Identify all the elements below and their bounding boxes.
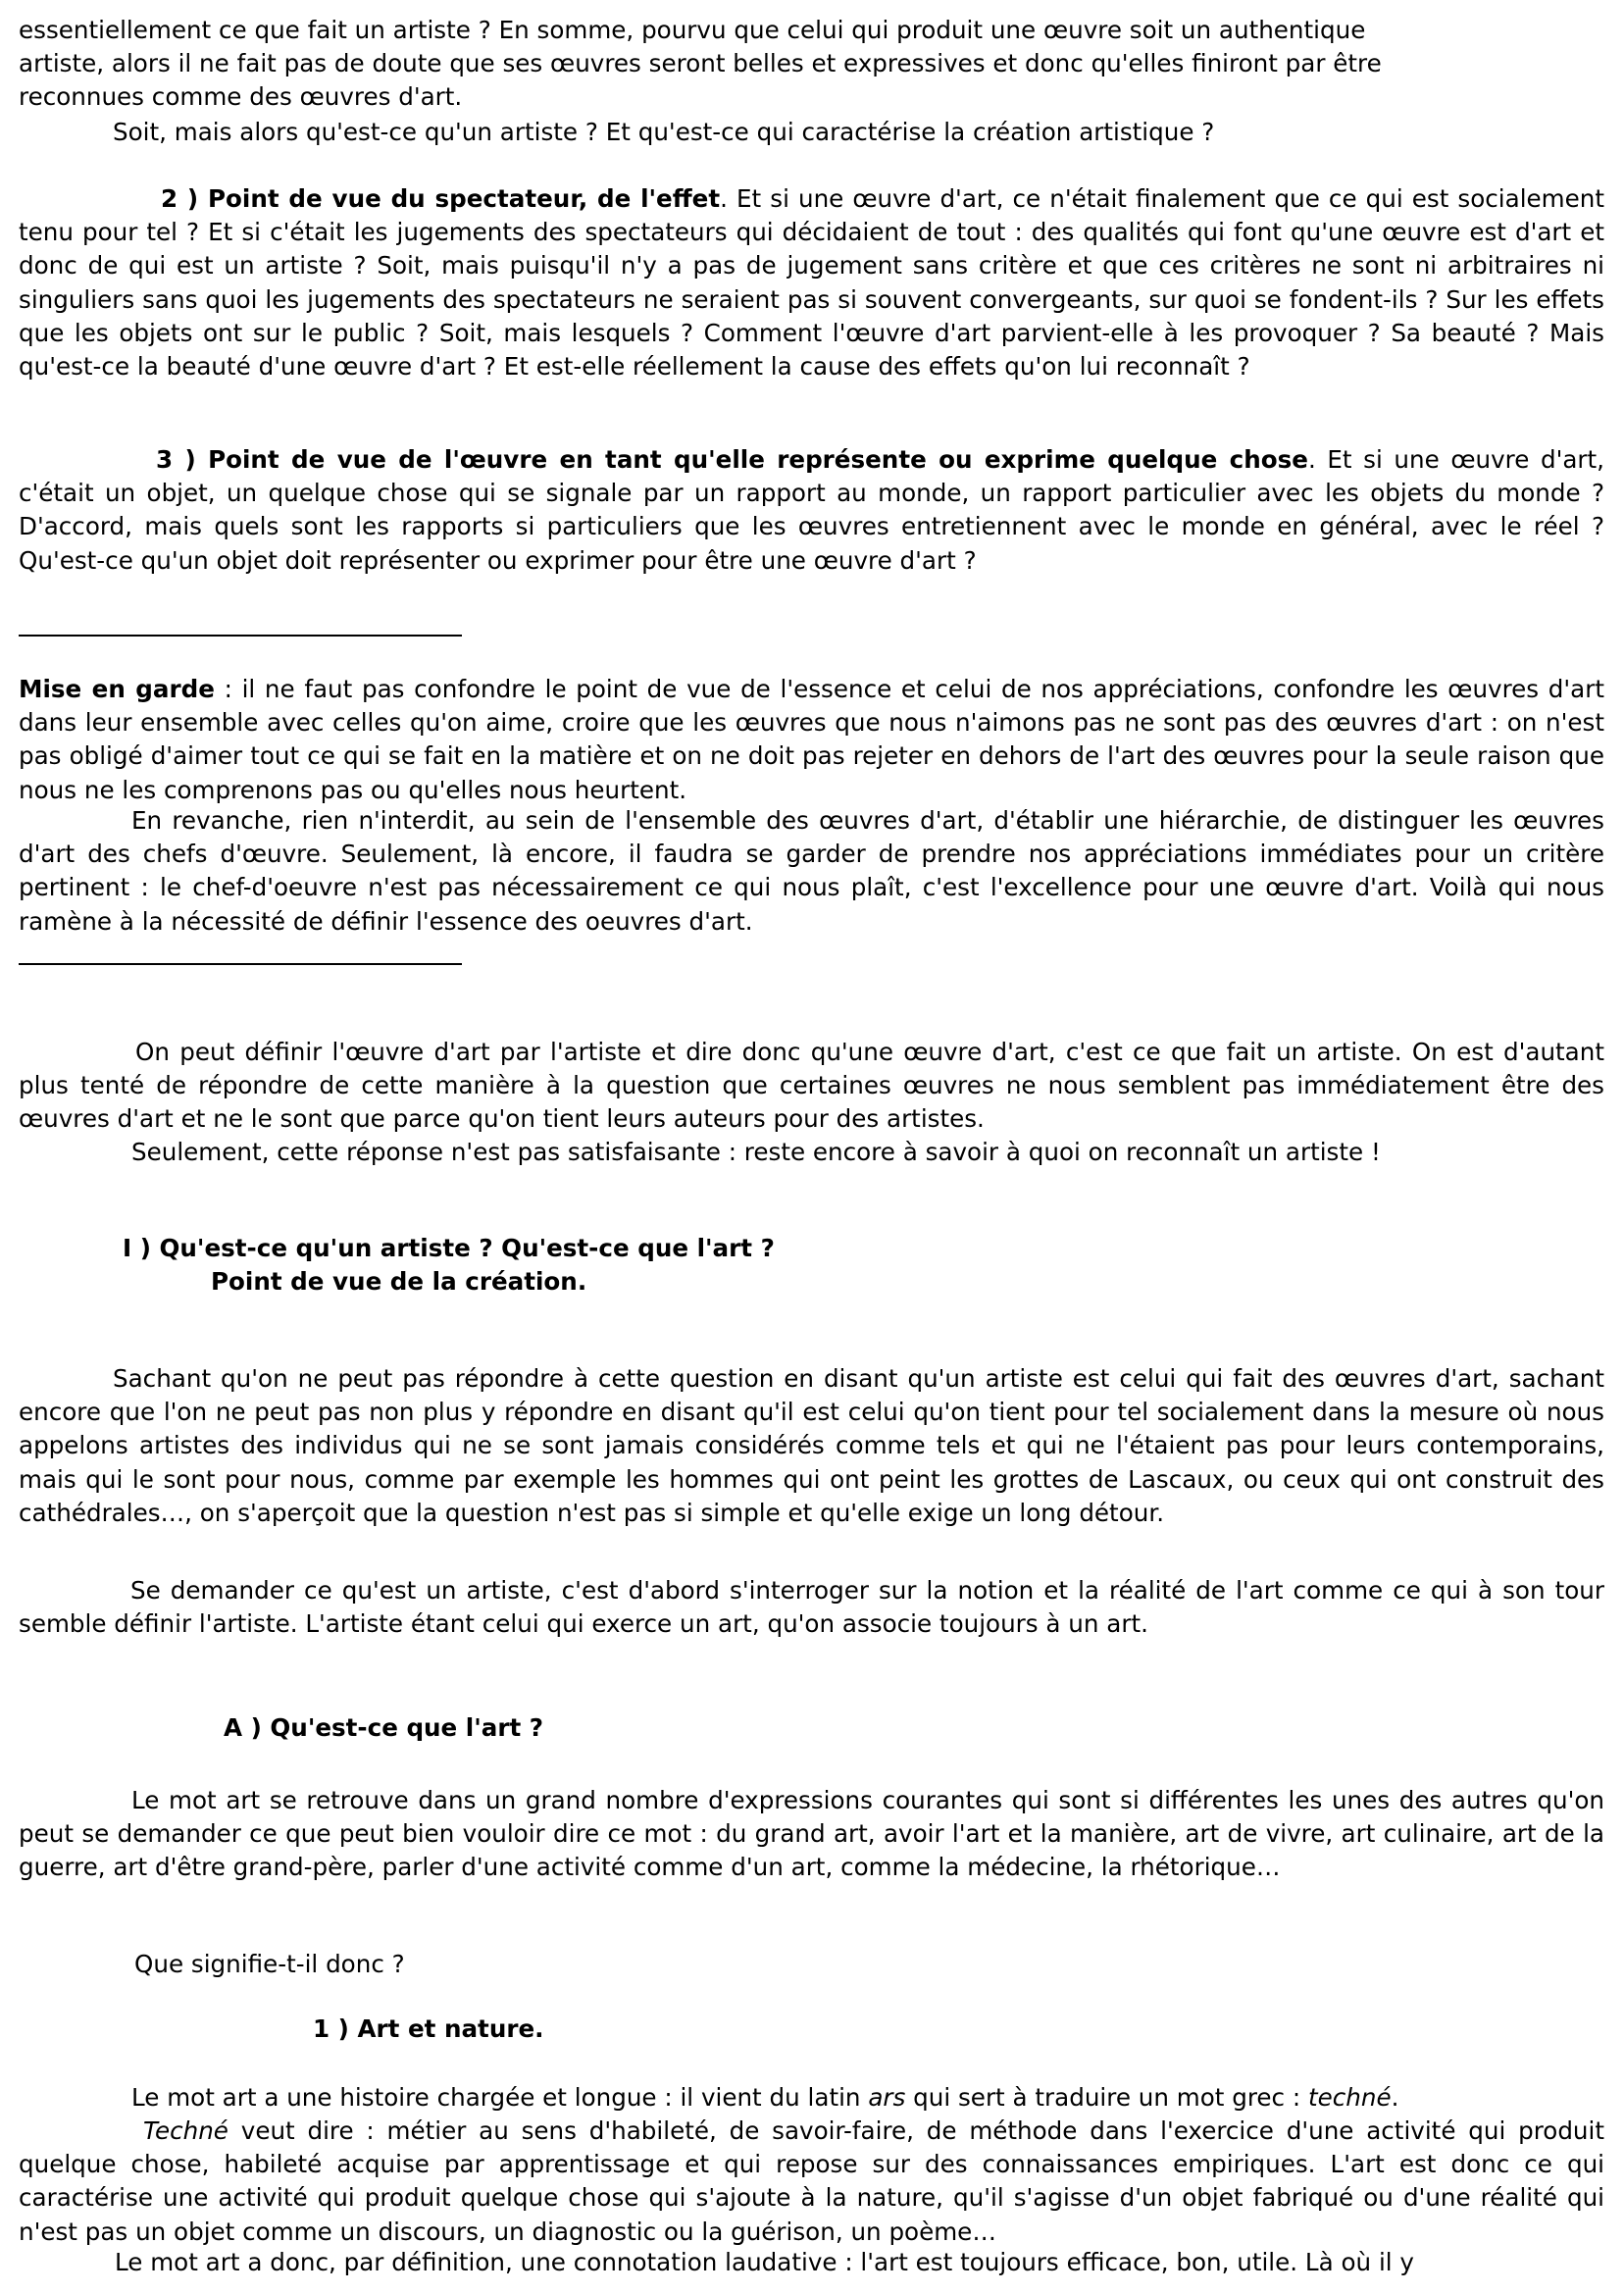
paragraph-line: artiste, alors il ne fait pas de doute que ses œuvres seront belles et expressives et donc qu'elles finiront par être xyxy=(19,49,1382,77)
paragraph: Le mot art se retrouve dans un grand nombre d'expressions courantes qui sont si différentes les unes des autres qu'on peut se demander ce que peut bien vouloir dire ce mot : du grand art, avoir l'art et la manière, art de vivre, art culinaire, art de la guerre, art d'être grand-père, parler d'une activité comme d'un art, comme la médecine, la rhétorique… xyxy=(19,1786,1604,1882)
paragraph: On peut définir l'œuvre d'art par l'artiste et dire donc qu'une œuvre d'art, c'est ce que fait un artiste. On est d'autant plus tenté de répondre de cette manière à la question que certaines œuvres ne nous semblent pas immédiatement être des œuvres d'art et ne le sont que parce qu'on tient leurs auteurs pour des artistes. xyxy=(19,1038,1604,1134)
paragraph: Que signifie-t-il donc ? xyxy=(134,1950,405,1978)
paragraph-warning: Mise en garde : il ne faut pas confondre le point de vue de l'essence et celui de nos appréciations, confondre les œuvres d'art dans leur ensemble avec celles qu'on aime, croire que les œuvres que nous n'aimons pas ne sont pas des œuvres d'art : on n'est pas obligé d'aimer tout ce qui se fait en la matière et on ne doit pas rejeter en dehors de l'art des œuvres pour la seule raison que nous ne les comprenons pas ou qu'elles nous heurtent. xyxy=(19,675,1604,804)
paragraph-line: essentiellement ce que fait un artiste ? En somme, pourvu que celui qui produit une œuvre soit un authentique xyxy=(19,16,1366,44)
paragraph-line: Le mot art a donc, par définition, une connotation laudative : l'art est toujours efficace, bon, utile. Là où il y xyxy=(115,2248,1414,2276)
paragraph: Techné veut dire : métier au sens d'habileté, de savoir-faire, de méthode dans l'exercice d'une activité qui produit quelque chose, habileté acquise par apprentissage et qui repose sur des connaissances empiriques. L'art est donc ce qui caractérise une activité qui produit quelque chose qui s'ajoute à la nature, qu'il s'agisse d'un objet fabriqué ou d'une réalité qui n'est pas un objet comme un discours, un diagnostic ou la guérison, un poème… xyxy=(19,2116,1604,2246)
paragraph: Soit, mais alors qu'est-ce qu'un artiste ? Et qu'est-ce qui caractérise la création artistique ? xyxy=(113,118,1215,146)
warning-label: Mise en garde xyxy=(19,675,215,703)
paragraph-line: reconnues comme des œuvres d'art. xyxy=(19,82,463,111)
section-heading-A: A ) Qu'est-ce que l'art ? xyxy=(224,1713,544,1742)
section-subheading: Point de vue de la création. xyxy=(211,1267,587,1296)
paragraph-work-viewpoint: 3 ) Point de vue de l'œuvre en tant qu'elle représente ou exprime quelque chose. Et si une œuvre d'art, c'était un objet, un quelque chose qui se signale par un rapport au monde, un rapport particulier avec les objets du monde ? D'accord, mais quels sont les rapports si particuliers que les œuvres entretiennent avec le monde en général, avec le réel ? Qu'est-ce qu'un objet doit représenter ou exprimer pour être une œuvre d'art ? xyxy=(19,445,1604,575)
paragraph: Se demander ce qu'est un artiste, c'est d'abord s'interroger sur la notion et la réalité de l'art comme ce qui à son tour semble définir l'artiste. L'artiste étant celui qui exerce un art, qu'on associe toujours à un art. xyxy=(19,1576,1604,1639)
paragraph-spectator-viewpoint: 2 ) Point de vue du spectateur, de l'effet. Et si une œuvre d'art, ce n'était finalement que ce qui est socialement tenu pour tel ? Et si c'était les jugements des spectateurs qui décidaient de tout : des qualités qui font qu'une œuvre est d'art et donc de qui est un artiste ? Soit, mais puisqu'il n'y a pas de jugement sans critère et que ces critères ne sont ni arbitraires ni singuliers sans quoi les jugements des spectateurs ne seraient pas si souvent convergeants, sur quoi se fondent-ils ? Sur les effets que les objets ont sur le public ? Soit, mais lesquels ? Comment l'œuvre d'art parvient-elle à les provoquer ? Sa beauté ? Mais qu'est-ce la beauté d'une œuvre d'art ? Et est-elle réellement la cause des effets qu'on lui reconnaît ? xyxy=(19,184,1604,382)
section-heading: 2 ) Point de vue du spectateur, de l'effet xyxy=(161,184,721,213)
paragraph: Sachant qu'on ne peut pas répondre à cette question en disant qu'un artiste est celui qui fait des œuvres d'art, sachant encore que l'on ne peut pas non plus y répondre en disant qu'il est celui qu'on tient pour tel socialement dans la mesure où nous appelons artistes des individus qui ne se sont jamais considérés comme tels et qui ne l'étaient pas pour leurs contemporains, mais qui le sont pour nous, comme par exemple les hommes qui ont peint les grottes de Lascaux, ou ceux qui ont construit des cathédrales…, on s'aperçoit que la question n'est pas si simple et qu'elle exige un long détour. xyxy=(19,1364,1604,1527)
section-heading-I: I ) Qu'est-ce qu'un artiste ? Qu'est-ce que l'art ? xyxy=(123,1234,775,1262)
paragraph: En revanche, rien n'interdit, au sein de l'ensemble des œuvres d'art, d'établir une hiérarchie, de distinguer les œuvres d'art des chefs d'œuvre. Seulement, là encore, il faudra se garder de prendre nos appréciations immédiates pour un critère pertinent : le chef-d'oeuvre n'est pas nécessairement ce qui nous plaît, c'est l'excellence pour une œuvre d'art. Voilà qui nous ramène à la nécessité de définir l'essence des oeuvres d'art. xyxy=(19,806,1604,936)
section-heading-1: 1 ) Art et nature. xyxy=(313,2014,544,2043)
divider xyxy=(19,963,462,965)
section-heading: 3 ) Point de vue de l'œuvre en tant qu'elle représente ou exprime quelque chose xyxy=(156,445,1308,474)
paragraph: Le mot art a une histoire chargée et longue : il vient du latin ars qui sert à traduire un mot grec : techné. xyxy=(131,2083,1399,2112)
divider xyxy=(19,635,462,637)
paragraph: Seulement, cette réponse n'est pas satisfaisante : reste encore à savoir à quoi on reconnaît un artiste ! xyxy=(131,1138,1381,1166)
